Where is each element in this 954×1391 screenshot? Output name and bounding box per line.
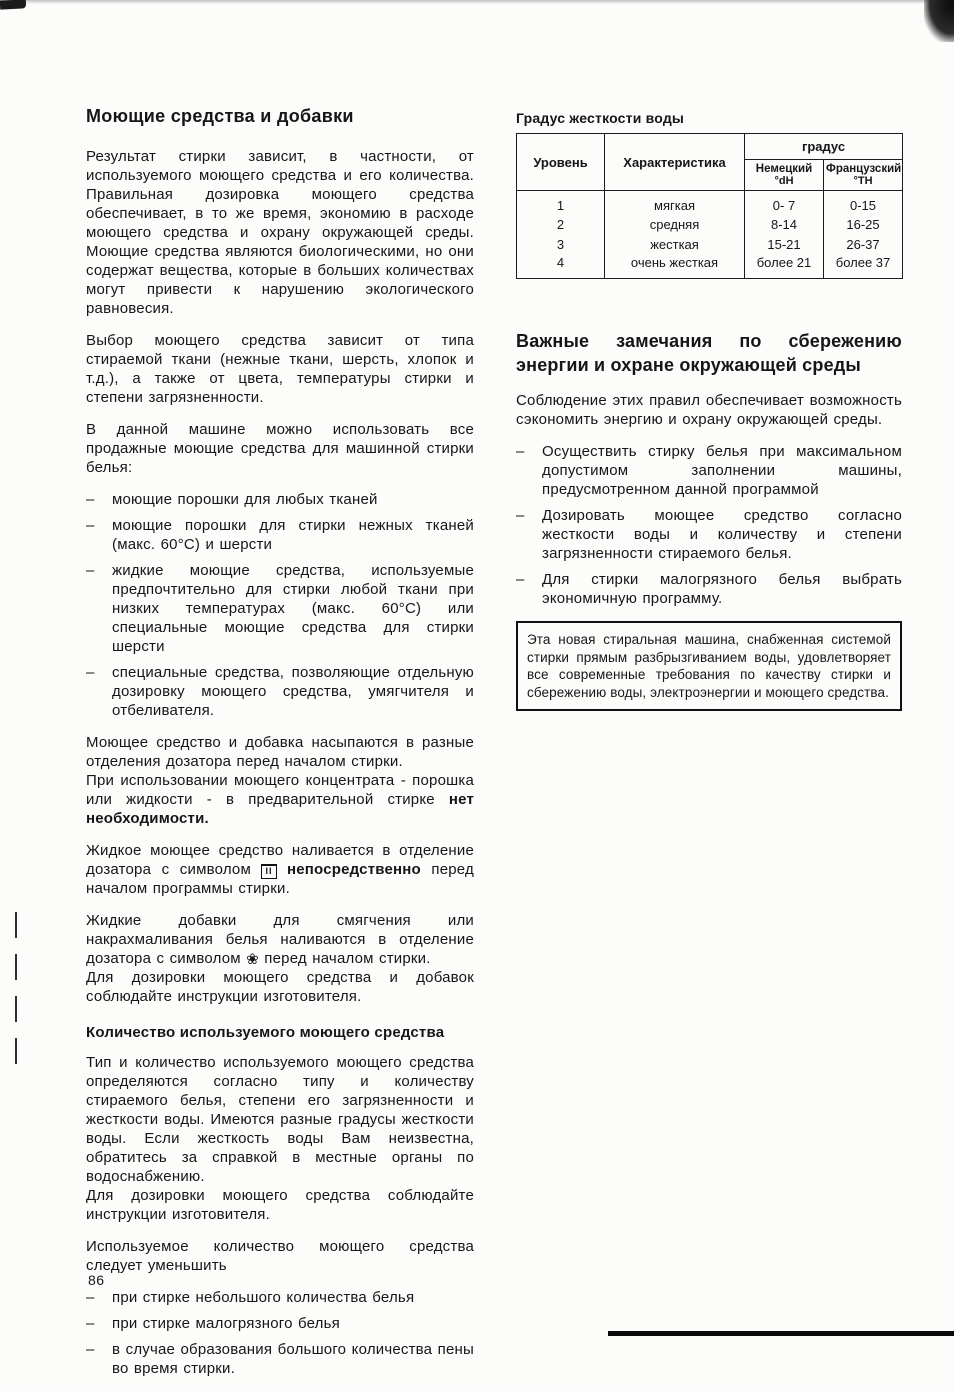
dash-bullet: – <box>86 1341 95 1358</box>
dash-bullet: – <box>86 664 95 681</box>
paragraph <box>86 911 474 1006</box>
paragraph-text: Моющее средство и добавка насыпаются в разные отделения дозатора перед началом стирки. <box>86 734 474 770</box>
dash-bullet: – <box>516 571 525 588</box>
list-item-text: жидкие моющие средства, используемые предпочтительно для стирки любой ткани при низких температурах (макс. 60°C) или специальные моющие средства для стирки шерсти <box>112 562 474 655</box>
paragraph: В данной машине можно использовать все продажные моющие средства для машинной стирки белья: <box>86 421 474 476</box>
detergent-types-list <box>86 490 474 720</box>
cell-level: 2 <box>517 214 605 234</box>
cell-french: более 37 <box>824 254 903 279</box>
cell-characteristic: мягкая <box>605 191 745 215</box>
scan-artifact-left-dashes <box>15 912 17 1064</box>
table-row <box>517 254 903 279</box>
cell-characteristic: очень жесткая <box>605 254 745 279</box>
paragraph-text: Тип и количество используемого моющего средства определяются согласно типу и количеству стираемого белья, степени его загрязненности и жесткости воды. Имеются разные градусы жесткости воды. Если жесткость воды Вам неизвестна, обратитесь за справкой в местные органы по водоснабжению. <box>86 1054 474 1185</box>
table-row <box>517 214 903 234</box>
left-column <box>86 106 474 1391</box>
energy-saving-list <box>516 442 902 608</box>
scan-artifact-top-edge <box>0 0 954 4</box>
list-item <box>86 516 474 554</box>
table-row <box>517 234 903 254</box>
cell-german: более 21 <box>745 254 824 279</box>
list-item-text: в случае образования большого количества пены во время стирки. <box>112 1341 474 1377</box>
subsection-title-detergent-quantity: Количество используемого моющего средства <box>86 1024 445 1041</box>
paragraph-text: перед началом программы стирки. <box>86 861 474 897</box>
paragraph-text: Жидкие добавки для смягчения или накрахмаливания белья наливаются в отделение дозатора с символом <box>86 912 474 967</box>
list-item <box>86 561 474 656</box>
liquid-detergent-dispenser-icon: II <box>261 864 276 879</box>
list-item <box>516 506 902 563</box>
list-item-text: Дозировать моющее средство согласно жесткости воды и количеству и степени загрязненности стираемого белья. <box>542 507 902 562</box>
emphasized-text: непосредственно <box>276 861 421 878</box>
column-header-level: Уровень <box>517 134 605 191</box>
section-title-energy-saving: Важные замечания по сбережению энергии и охране окружающей среды <box>516 331 902 375</box>
cell-level: 3 <box>517 234 605 254</box>
cell-characteristic: жесткая <box>605 234 745 254</box>
page-number: 86 <box>88 1272 105 1288</box>
cell-characteristic: средняя <box>605 214 745 234</box>
paragraph: Выбор моющего средства зависит от типа стираемой ткани (нежные ткани, шерсть, хлопок и т.д.), а также от цвета, температуры стирки и степени загрязненности. <box>86 332 474 406</box>
dash-bullet: – <box>86 1315 95 1332</box>
column-header-german <box>745 160 824 191</box>
cell-french: 26-37 <box>824 234 903 254</box>
dash-bullet: – <box>516 443 525 460</box>
cell-german: 0- 7 <box>745 191 824 215</box>
cell-level: 4 <box>517 254 605 279</box>
column-header-french-name: Французский <box>826 163 902 175</box>
column-header-french <box>824 160 903 191</box>
cell-level: 1 <box>517 191 605 215</box>
paragraph <box>86 841 474 898</box>
list-item <box>86 1288 474 1307</box>
cell-german: 8-14 <box>745 214 824 234</box>
water-hardness-table <box>516 133 903 279</box>
table-row <box>517 191 903 215</box>
scan-artifact-bottom-line <box>608 1331 954 1336</box>
paragraph <box>86 733 474 828</box>
paragraph: Результат стирки зависит, в частности, от используемого моющего средства и его количества. Правильная дозировка моющего средства обеспечивает, в то же время, экономию в расходе моющего средства и охрану окружающей среды. Моющие средства являются биологическими, но они содержат вещества, которые в больших количествах могут привести к нарушению экологического равновесия. <box>86 148 474 317</box>
dash-bullet: – <box>86 491 95 508</box>
scan-artifact-top-right <box>924 0 954 42</box>
dash-bullet: – <box>516 507 525 524</box>
softener-flower-icon: ❀ <box>246 951 259 968</box>
cell-french: 16-25 <box>824 214 903 234</box>
list-item <box>86 490 474 509</box>
list-item <box>86 1340 474 1378</box>
paragraph-text: Для дозировки моющего средства и добавок соблюдайте инструкции изготовителя. <box>86 969 474 1005</box>
paragraph: Используемое количество моющего средства следует уменьшить <box>86 1238 474 1274</box>
cell-french: 0-15 <box>824 191 903 215</box>
list-item <box>86 1314 474 1333</box>
section-title-detergents: Моющие средства и добавки <box>86 106 354 126</box>
paragraph-text: При использовании моющего концентрата - порошка или жидкости - в предварительной стирке <box>86 772 474 808</box>
list-item-text: при стирке небольшого количества белья <box>112 1289 415 1306</box>
scan-artifact-top-left <box>0 0 26 10</box>
reduce-quantity-list <box>86 1288 474 1378</box>
highlight-note-box: Эта новая стиральная машина, снабженная системой стирки прямым разбрызгиванием воды, удовлетворяет все современные требования по качеству стирки и сбережению воды, электроэнергии и моющего средства. <box>516 621 902 711</box>
list-item <box>516 442 902 499</box>
list-item-text: моющие порошки для стирки нежных тканей (макс. 60°C) и шерсти <box>112 517 474 553</box>
paragraph: Соблюдение этих правил обеспечивает возможность сэкономить энергию и охрану окружающей среды. <box>516 392 902 428</box>
paragraph-text: Жидкое моющее средство наливается в отделение дозатора с символом <box>86 842 474 878</box>
column-header-characteristic: Характеристика <box>605 134 745 191</box>
column-header-degree: градус <box>745 134 903 160</box>
dash-bullet: – <box>86 562 95 579</box>
list-item <box>516 570 902 608</box>
dash-bullet: – <box>86 1289 95 1306</box>
paragraph <box>86 1053 474 1224</box>
column-header-french-unit: °TH <box>853 175 873 187</box>
list-item-text: при стирке малогрязного белья <box>112 1315 340 1332</box>
right-column <box>516 110 902 711</box>
table-caption-water-hardness: Градус жесткости воды <box>516 110 685 126</box>
dash-bullet: – <box>86 517 95 534</box>
emphasized-text: нет необходимости. <box>86 791 474 827</box>
list-item-text: Осуществить стирку белья при максимальном допустимом заполнении машины, предусмотренном данной программой <box>542 443 902 498</box>
paragraph-text: Для дозировки моющего средства соблюдайте инструкции изготовителя. <box>86 1187 474 1223</box>
column-header-german-unit: °dH <box>774 175 794 187</box>
list-item-text: специальные средства, позволяющие отдельную дозировку моющего средства, умягчителя и отбеливателя. <box>112 664 474 719</box>
list-item-text: моющие порошки для любых тканей <box>112 491 378 508</box>
paragraph-text: перед началом стирки. <box>258 950 431 967</box>
column-header-german-name: Немецкий <box>755 163 813 175</box>
list-item <box>86 663 474 720</box>
list-item-text: Для стирки малогрязного белья выбрать экономичную программу. <box>542 571 902 607</box>
cell-german: 15-21 <box>745 234 824 254</box>
